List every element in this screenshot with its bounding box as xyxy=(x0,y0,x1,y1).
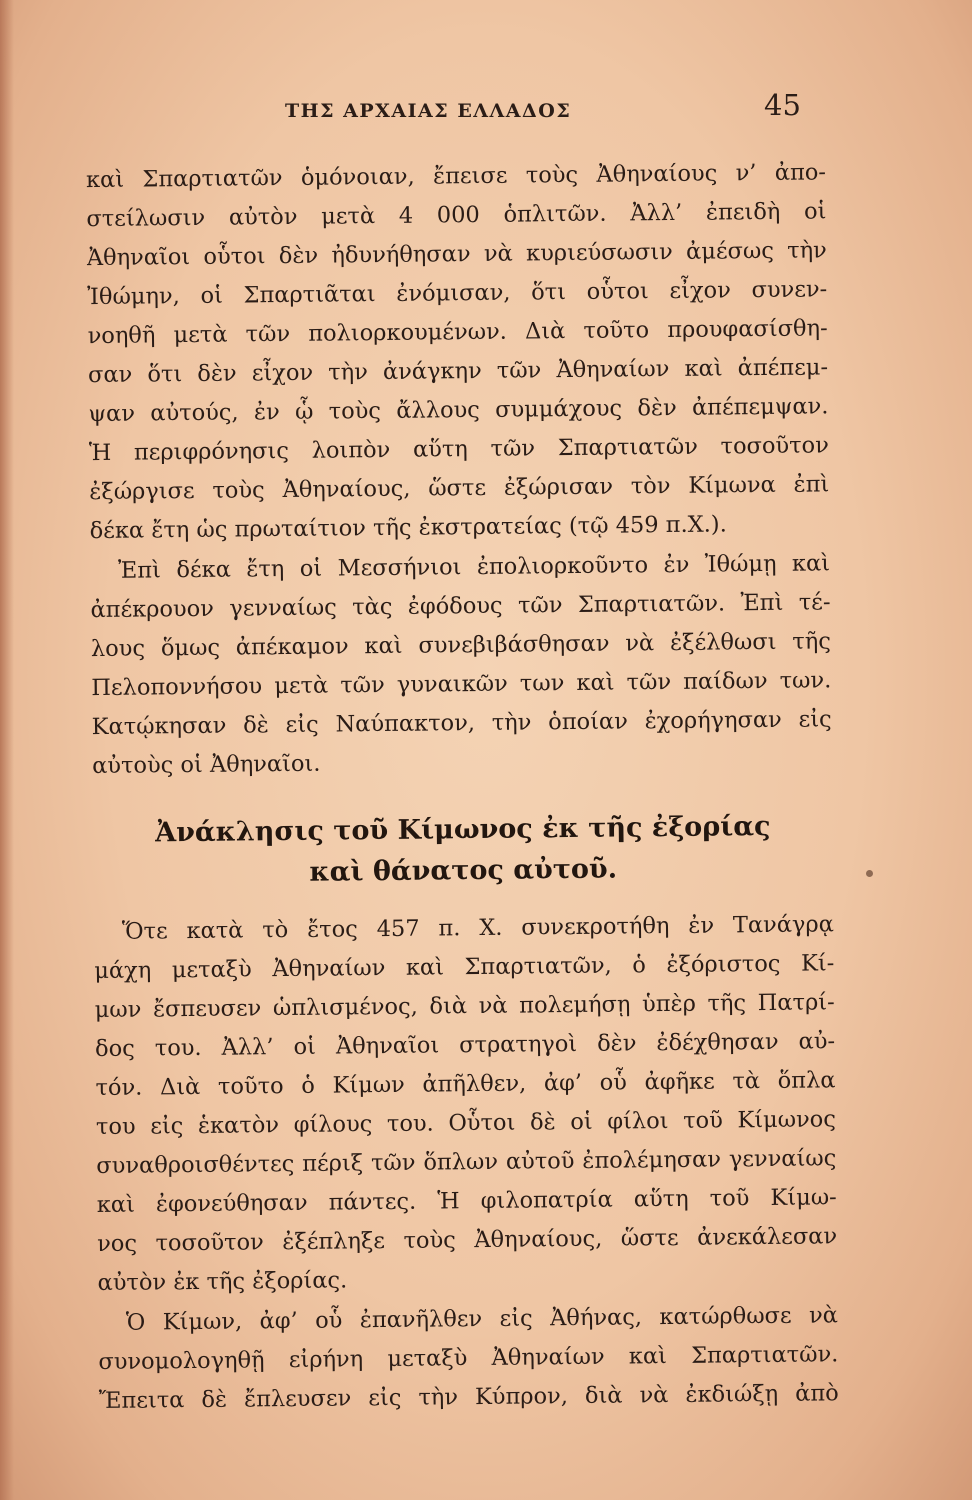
text-line: καὶ ἐφονεύθησαν πάντες. Ἡ φιλοπατρία αὕτη τοῦ Κίμω- xyxy=(96,1184,837,1219)
text-line: μάχη μεταξὺ Ἀθηναίων καὶ Σπαρτιατῶν, ὁ ἐξόριστος Κί- xyxy=(94,950,835,985)
text-line: αὐτοὺς οἱ Ἀθηναῖοι. xyxy=(92,750,321,780)
text-line: συνομολογηθῇ εἰρήνη μεταξὺ Ἀθηναίων καὶ Σπαρτιατῶν. xyxy=(98,1341,839,1376)
text-line: δος του. Ἀλλ’ οἱ Ἀθηναῖοι στρατηγοὶ δὲν ἐδέχθησαν αὐ- xyxy=(94,1028,836,1063)
text-line: δέκα ἔτη ὡς πρωταίτιον τῆς ἐκστρατείας (τῷ 459 π.Χ.). xyxy=(89,511,727,545)
text-line: Ἔπειτα δὲ ἔπλευσεν εἰς τὴν Κύπρον, διὰ νὰ ἐκδιώξῃ ἀπὸ xyxy=(98,1380,839,1415)
text-line: καὶ Σπαρτιατῶν ὁμόνοιαν, ἔπεισε τοὺς Ἀθηναίους ν’ ἀπο- xyxy=(85,159,827,194)
ink-speck xyxy=(866,870,873,877)
text-line: Ὅτε κατὰ τὸ ἔτος 457 π. Χ. συνεκροτήθη ἐν Τανάγρᾳ xyxy=(121,911,834,945)
text-line: ψαν αὐτούς, ἐν ᾧ τοὺς ἄλλους συμμάχους δὲν ἀπέπεμψαν. xyxy=(88,393,829,428)
text-line: του εἰς ἑκατὸν φίλους του. Οὗτοι δὲ οἱ φίλοι τοῦ Κίμωνος xyxy=(95,1106,837,1141)
text-line: σαν ὅτι δὲν εἶχον τὴν ἀνάγκην τῶν Ἀθηναίων καὶ ἀπέπεμ- xyxy=(87,354,829,389)
text-line: τόν. Διὰ τοῦτο ὁ Κίμων ἀπῆλθεν, ἀφ’ οὗ ἀφῆκε τὰ ὅπλα xyxy=(95,1067,836,1102)
text-line: Πελοποννήσου μετὰ τῶν γυναικῶν των καὶ τῶν παίδων των. xyxy=(91,667,832,702)
text-line: Ἐπὶ δέκα ἔτη οἱ Μεσσήνιοι ἐπολιορκοῦντο ἐν Ἰθώμῃ καὶ xyxy=(117,550,831,584)
text-line: νοηθῆ μετὰ τῶν πολιορκουμένων. Διὰ τοῦτο προυφασίσθη- xyxy=(87,315,828,350)
text-line: Ἀθηναῖοι οὗτοι δὲν ἠδυνήθησαν νὰ κυριεύσωσιν ἀμέσως τὴν xyxy=(86,237,827,272)
text-line: αὐτὸν ἐκ τῆς ἐξορίας. xyxy=(97,1267,348,1297)
text-line: μων ἔσπευσεν ὡπλισμένος, διὰ νὰ πολεμήσῃ ὑπὲρ τῆς Πατρί- xyxy=(94,989,835,1024)
text-line: ἐξώργισε τοὺς Ἀθηναίους, ὥστε ἐξώρισαν τὸν Κίμωνα ἐπὶ xyxy=(89,471,830,506)
section-heading: Ἀνάκλησις τοῦ Κίμωνος ἐκ τῆς ἐξορίας xyxy=(155,810,771,849)
text-line: ἀπέκρουον γενναίως τὰς ἐφόδους τῶν Σπαρτιατῶν. Ἐπὶ τέ- xyxy=(90,589,831,624)
section-heading: καὶ θάνατος αὐτοῦ. xyxy=(309,853,618,888)
text-line: στείλωσιν αὐτὸν μετὰ 4 000 ὁπλιτῶν. Ἀλλ’ ἐπειδὴ οἱ xyxy=(86,198,827,233)
text-line: νος τοσοῦτον ἐξέπληξε τοὺς Ἀθηναίους, ὥστε ἀνεκάλεσαν xyxy=(97,1223,838,1258)
text-line: Ὁ Κίμων, ἀφ’ οὗ ἐπανῆλθεν εἰς Ἀθήνας, κατώρθωσε νὰ xyxy=(125,1302,839,1336)
text-line: συναθροισθέντες πέριξ τῶν ὅπλων αὐτοῦ ἐπολέμησαν γενναίως xyxy=(96,1145,837,1180)
page-number: 45 xyxy=(764,88,801,122)
running-head: ΤΗΣ ΑΡΧΑΙΑΣ ΕΛΛΑΔΟΣ xyxy=(285,100,572,122)
text-line: λους ὅμως ἀπέκαμον καὶ συνεβιβάσθησαν νὰ ἐξέλθωσι τῆς xyxy=(90,628,832,663)
text-line: Ἡ περιφρόνησις λοιπὸν αὕτη τῶν Σπαρτιατῶν τοσοῦτον xyxy=(88,432,829,467)
text-line: Κατῴκησαν δὲ εἰς Ναύπακτον, τὴν ὁποίαν ἐχορήγησαν εἰς xyxy=(91,706,832,741)
text-line: Ἰθώμην, οἱ Σπαρτιᾶται ἐνόμισαν, ὅτι οὗτοι εἶχον συνεν- xyxy=(87,276,828,311)
